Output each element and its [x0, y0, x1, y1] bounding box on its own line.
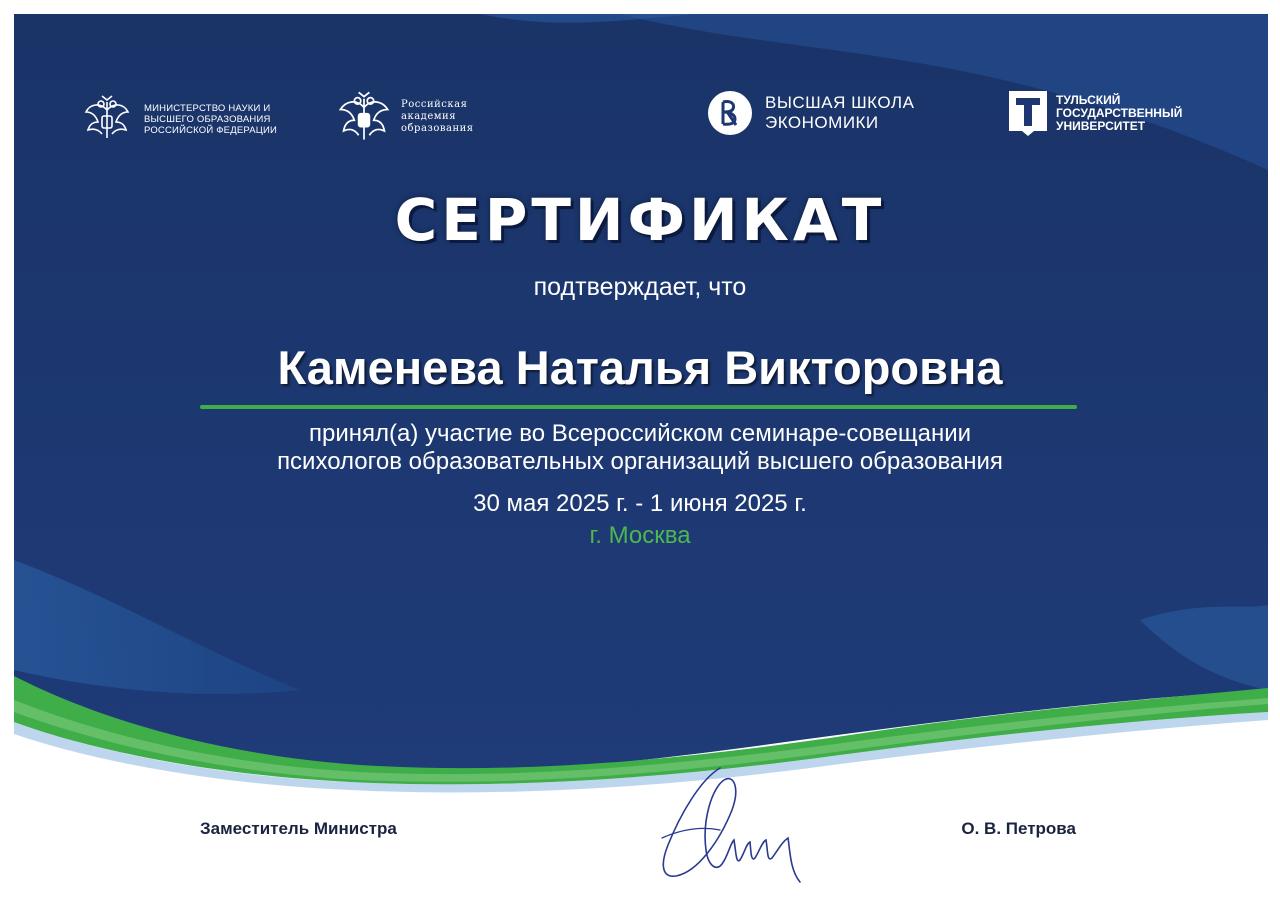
name-underline: [200, 405, 1077, 409]
handwritten-signature: [650, 760, 830, 895]
event-description: [0, 420, 1280, 476]
logo-tulgu: [1008, 90, 1206, 136]
logo-ministry-text: МИНИСТЕРСТВО НАУКИ И ВЫСШЕГО ОБРАЗОВАНИЯ РОССИЙСКОЙ ФЕДЕРАЦИИ: [144, 102, 278, 136]
double-headed-eagle-icon: [80, 92, 134, 146]
tulgu-emblem-icon: [1008, 90, 1048, 136]
double-headed-eagle-icon: [335, 88, 393, 146]
logo-rao-text: Российская академия образования: [401, 99, 474, 134]
signatory-name: О. В. Петрова: [961, 819, 1076, 838]
logo-hse-text: ВЫСШАЯ ШКОЛА ЭКОНОМИКИ: [765, 93, 915, 132]
event-city: г. Москва: [589, 522, 691, 549]
hse-emblem-icon: [707, 90, 753, 136]
certificate-title: СЕРТИФИКАТ: [394, 186, 886, 254]
recipient-name: Каменева Наталья Викторовна: [277, 341, 1003, 394]
logo-rao: [335, 88, 491, 146]
logo-tulgu-text: ТУЛЬСКИЙ ГОСУДАРСТВЕННЫЙ УНИВЕРСИТЕТ: [1056, 92, 1183, 133]
event-dates: 30 мая 2025 г. - 1 июня 2025 г.: [473, 490, 807, 517]
event-line-1: принял(а) участие во Всероссийском семинаре-совещании: [308, 420, 972, 447]
logo-ministry: [80, 92, 294, 146]
event-line-2: психологов образовательных организаций высшего образования: [277, 448, 1003, 475]
logo-hse: [707, 90, 940, 136]
certificate-subtitle: подтверждает, что: [533, 273, 747, 301]
signatory-role: Заместитель Министра: [200, 819, 397, 838]
